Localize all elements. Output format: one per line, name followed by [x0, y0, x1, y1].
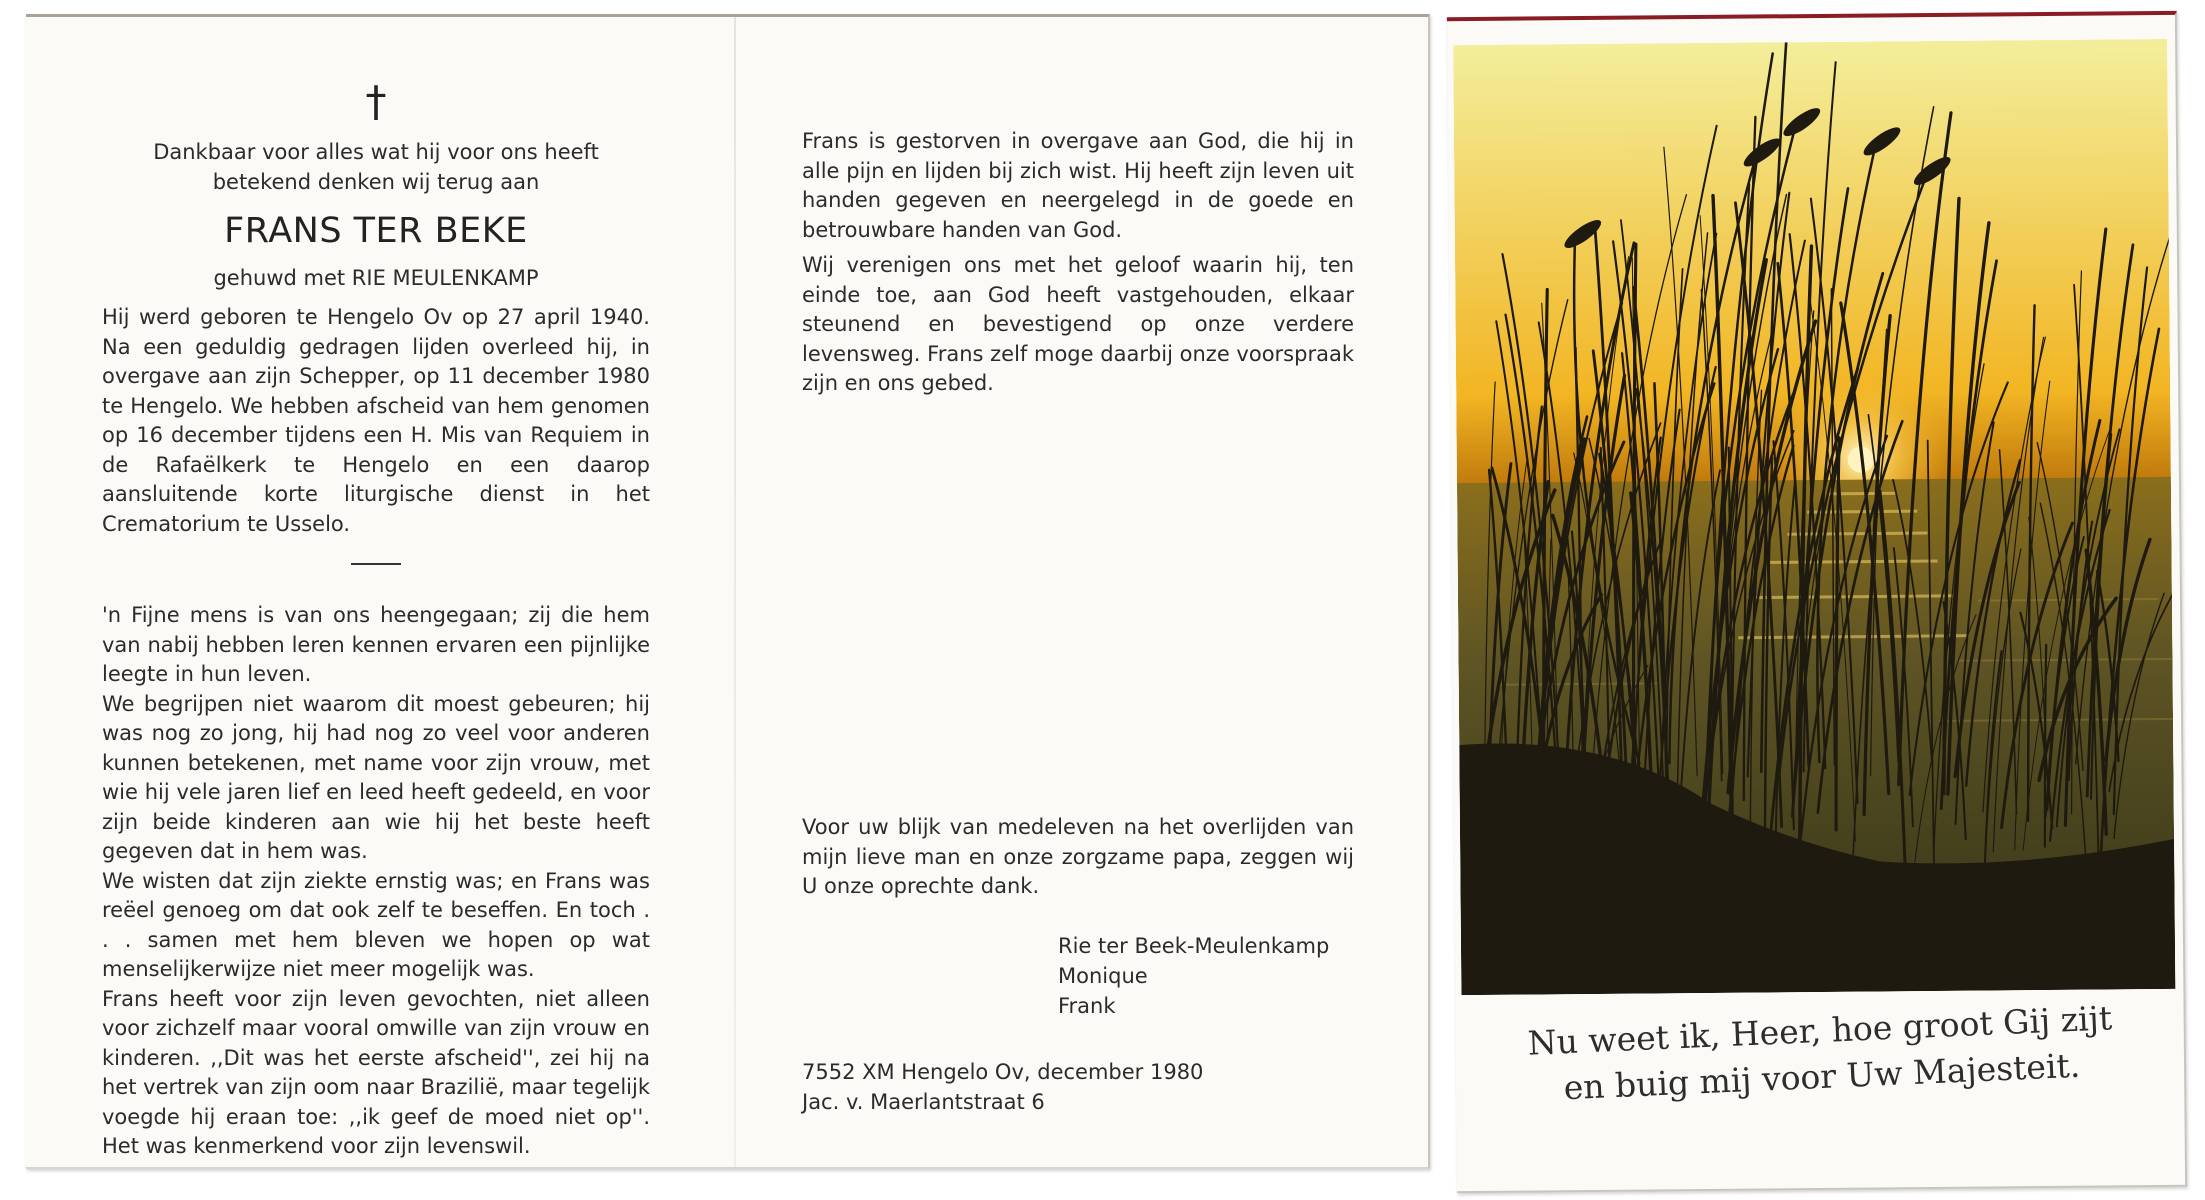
- deceased-name: FRANS TER BEKE: [224, 211, 528, 251]
- thanks-text: Voor uw blijk van medeleven na het overlijden van mijn lieve man en onze zorgzame papa, zeggen wij U onze oprechte dank.: [802, 815, 1354, 898]
- paragraph: We wisten dat zijn ziekte ernstig was; en Frans was reëel genoeg om dat ook zelf te beseffen. En toch . . . samen met hem bleven we hopen op wat menselijkerwijze niet meer mogelijk was.: [102, 868, 650, 981]
- spouse-line: gehuwd met RIE MEULENKAMP: [213, 266, 539, 290]
- divider: [351, 563, 401, 565]
- paragraph: We begrijpen niet waarom dit moest gebeuren; hij was nog zo jong, hij had nog zo veel voor anderen kunnen betekenen, met name voor zijn vrouw, met wie hij vele jaren lief en leed heeft gedeeld, en voor zijn beide kinderen aan wie hij het beste heeft gegeven dat in hem was.: [102, 691, 650, 863]
- paragraph: Frans heeft voor zijn leven gevochten, niet alleen voor zichzelf maar vooral omwille van zijn vrouw en kinderen. ,,Dit was het eerste afscheid'', zei hij na het vertrek van zijn oom naar Brazilië, maar tegelijk voegde hij eraan toe: ,,ik geef de moed niet op''. Het was kenmerkend voor zijn levenswil.: [102, 986, 650, 1158]
- paragraph: Wij verenigen ons met het geloof waarin hij, ten einde toe, aan God heeft vastgehouden, elkaar steunend en bevestigend op onze verdere levensweg. Frans zelf moge daarbij onze voorspraak zijn en ons gebed.: [802, 253, 1354, 395]
- intro-line-2: betekend denken wij terug aan: [212, 170, 540, 194]
- verse-line: en buig mij voor Uw Majesteit.: [1562, 1045, 2081, 1108]
- paragraph: 'n Fijne mens is van ons heengegaan; zij die hem van nabij hebben leren kennen ervaren een pijnlijke leegte in hun leven.: [102, 603, 650, 686]
- verse-line: Nu weet ik, Heer, hoe groot Gij zijt: [1526, 998, 2113, 1063]
- middle-panel: [802, 127, 1354, 399]
- holy-card: [1447, 11, 2187, 1193]
- left-panel: [102, 77, 650, 1162]
- address-block: [802, 1057, 1203, 1117]
- sunset-photo: [1453, 39, 2175, 995]
- paragraph: Frans is gestorven in overgave aan God, die hij in alle pijn en lijden bij zich wist. Hij heeft zijn leven uit handen gegeven en neergelegd in de goede en betrouwbare handen van God.: [802, 129, 1354, 242]
- card-fold: [734, 17, 736, 1167]
- cross-icon: †: [365, 77, 387, 126]
- sunset-reeds-image: [1453, 39, 2175, 995]
- signatures: [1058, 931, 1329, 1021]
- signature-name: Frank: [1058, 994, 1116, 1018]
- memorial-card: [26, 14, 1430, 1169]
- address-line: 7552 XM Hengelo Ov, december 1980: [802, 1060, 1204, 1084]
- signature-name: Rie ter Beek-Meulenkamp: [1058, 934, 1330, 958]
- signature-name: Monique: [1058, 964, 1148, 988]
- intro-line-1: Dankbaar voor alles wat hij voor ons heeft: [153, 140, 599, 164]
- address-line: Jac. v. Maerlantstraat 6: [802, 1090, 1045, 1114]
- biography: Hij werd geboren te Hengelo Ov op 27 april 1940. Na een geduldig gedragen lijden overleed hij, in overgave aan zijn Schepper, op 11 december 1980 te Hengelo. We hebben afscheid van hem genomen op 16 december tijdens een H. Mis van Requiem in de Rafaëlkerk te Hengelo en een daarop aansluitende korte liturgische dienst in het Crematorium te Usselo.: [102, 305, 650, 536]
- verse: [1494, 994, 2147, 1114]
